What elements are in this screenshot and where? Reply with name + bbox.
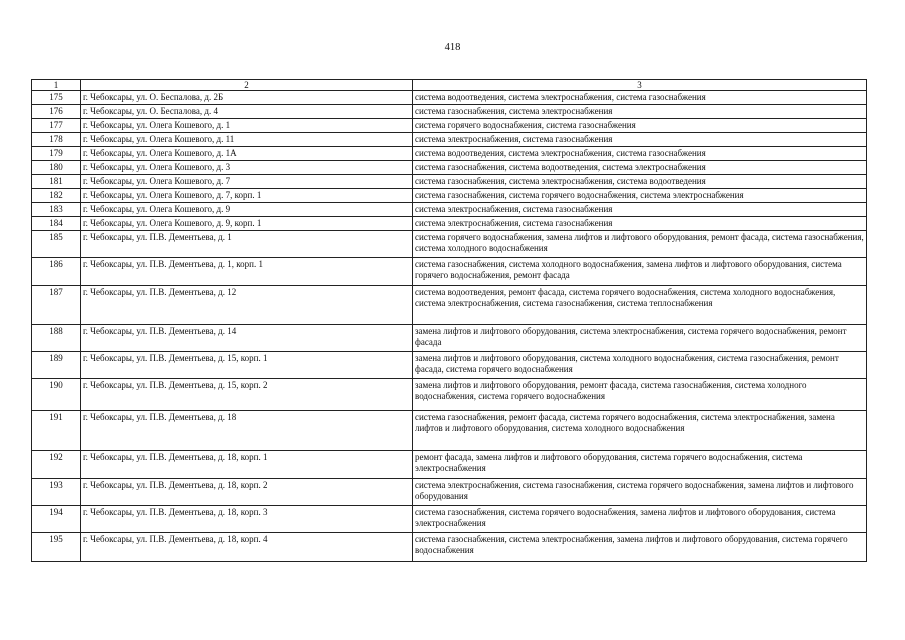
column-header-systems: 3 xyxy=(413,80,867,91)
address-cell: г. Чебоксары, ул. Олега Кошевого, д. 1 xyxy=(81,119,413,133)
table-row xyxy=(32,231,867,258)
address-cell: г. Чебоксары, ул. О. Беспалова, д. 4 xyxy=(81,105,413,119)
table-body xyxy=(32,91,867,562)
systems-cell: ремонт фасада, замена лифтов и лифтового оборудования, система горячего водоснабжения, система электроснабжения xyxy=(413,451,867,479)
table-row xyxy=(32,105,867,119)
address-cell: г. Чебоксары, ул. П.В. Дементьева, д. 15, корп. 1 xyxy=(81,352,413,379)
row-number-cell: 177 xyxy=(32,119,81,133)
row-number-cell: 190 xyxy=(32,379,81,411)
row-number-cell: 184 xyxy=(32,217,81,231)
address-cell: г. Чебоксары, ул. Олега Кошевого, д. 9 xyxy=(81,203,413,217)
table-row xyxy=(32,352,867,379)
address-cell: г. Чебоксары, ул. П.В. Дементьева, д. 12 xyxy=(81,286,413,325)
systems-cell: система электроснабжения, система газоснабжения, система горячего водоснабжения, замена лифтов и лифтового оборудования xyxy=(413,479,867,506)
table-row xyxy=(32,506,867,533)
table-row xyxy=(32,325,867,352)
row-number-cell: 186 xyxy=(32,258,81,286)
row-number-cell: 182 xyxy=(32,189,81,203)
systems-cell: система электроснабжения, система газоснабжения xyxy=(413,133,867,147)
address-cell: г. Чебоксары, ул. П.В. Дементьева, д. 15, корп. 2 xyxy=(81,379,413,411)
row-number-cell: 185 xyxy=(32,231,81,258)
table-row xyxy=(32,286,867,325)
address-cell: г. Чебоксары, ул. П.В. Дементьева, д. 14 xyxy=(81,325,413,352)
objects-table xyxy=(31,79,867,562)
table-header-row xyxy=(32,80,867,91)
table-row xyxy=(32,411,867,451)
address-cell: г. Чебоксары, ул. П.В. Дементьева, д. 1, корп. 1 xyxy=(81,258,413,286)
column-header-address: 2 xyxy=(81,80,413,91)
address-cell: г. Чебоксары, ул. П.В. Дементьева, д. 1 xyxy=(81,231,413,258)
systems-cell: система водоотведения, ремонт фасада, система горячего водоснабжения, система холодного водоснабжения, система электроснабжения, система газоснабжения, система теплоснабжения xyxy=(413,286,867,325)
table-row xyxy=(32,217,867,231)
address-cell: г. Чебоксары, ул. П.В. Дементьева, д. 18, корп. 4 xyxy=(81,533,413,562)
systems-cell: система газоснабжения, система холодного водоснабжения, замена лифтов и лифтового оборудования, система горячего водоснабжения, ремонт фасада xyxy=(413,258,867,286)
column-header-number: 1 xyxy=(32,80,81,91)
systems-cell: система электроснабжения, система газоснабжения xyxy=(413,203,867,217)
systems-cell: система газоснабжения, система электроснабжения, замена лифтов и лифтового оборудования, система горячего водоснабжения xyxy=(413,533,867,562)
row-number-cell: 194 xyxy=(32,506,81,533)
systems-cell: система газоснабжения, система электроснабжения xyxy=(413,105,867,119)
row-number-cell: 179 xyxy=(32,147,81,161)
address-cell: г. Чебоксары, ул. О. Беспалова, д. 2Б xyxy=(81,91,413,105)
row-number-cell: 181 xyxy=(32,175,81,189)
table-row xyxy=(32,119,867,133)
address-cell: г. Чебоксары, ул. Олега Кошевого, д. 11 xyxy=(81,133,413,147)
address-cell: г. Чебоксары, ул. Олега Кошевого, д. 7, корп. 1 xyxy=(81,189,413,203)
table-row xyxy=(32,161,867,175)
row-number-cell: 176 xyxy=(32,105,81,119)
row-number-cell: 178 xyxy=(32,133,81,147)
table-row xyxy=(32,189,867,203)
table-row xyxy=(32,203,867,217)
row-number-cell: 189 xyxy=(32,352,81,379)
address-cell: г. Чебоксары, ул. П.В. Дементьева, д. 18, корп. 3 xyxy=(81,506,413,533)
row-number-cell: 175 xyxy=(32,91,81,105)
systems-cell: замена лифтов и лифтового оборудования, система холодного водоснабжения, система газоснабжения, ремонт фасада, система горячего водоснабжения xyxy=(413,352,867,379)
address-cell: г. Чебоксары, ул. Олега Кошевого, д. 7 xyxy=(81,175,413,189)
address-cell: г. Чебоксары, ул. П.В. Дементьева, д. 18 xyxy=(81,411,413,451)
systems-cell: система газоснабжения, система горячего водоснабжения, система электроснабжения xyxy=(413,189,867,203)
address-cell: г. Чебоксары, ул. П.В. Дементьева, д. 18, корп. 1 xyxy=(81,451,413,479)
table-row xyxy=(32,451,867,479)
table-row xyxy=(32,258,867,286)
table-row xyxy=(32,379,867,411)
systems-cell: система горячего водоснабжения, замена лифтов и лифтового оборудования, ремонт фасада, система газоснабжения, система холодного водоснабжения xyxy=(413,231,867,258)
row-number-cell: 191 xyxy=(32,411,81,451)
address-cell: г. Чебоксары, ул. Олега Кошевого, д. 1А xyxy=(81,147,413,161)
table-row xyxy=(32,147,867,161)
systems-cell: система водоотведения, система электроснабжения, система газоснабжения xyxy=(413,147,867,161)
table-row xyxy=(32,91,867,105)
table-row xyxy=(32,479,867,506)
address-cell: г. Чебоксары, ул. П.В. Дементьева, д. 18, корп. 2 xyxy=(81,479,413,506)
table-row xyxy=(32,533,867,562)
systems-cell: система газоснабжения, система электроснабжения, система водоотведения xyxy=(413,175,867,189)
systems-cell: система газоснабжения, ремонт фасада, система горячего водоснабжения, система электроснабжения, замена лифтов и лифтового оборудования, система холодного водоснабжения xyxy=(413,411,867,451)
systems-cell: система газоснабжения, система горячего водоснабжения, замена лифтов и лифтового оборудования, система электроснабжения xyxy=(413,506,867,533)
row-number-cell: 183 xyxy=(32,203,81,217)
row-number-cell: 193 xyxy=(32,479,81,506)
systems-cell: система водоотведения, система электроснабжения, система газоснабжения xyxy=(413,91,867,105)
address-cell: г. Чебоксары, ул. Олега Кошевого, д. 3 xyxy=(81,161,413,175)
row-number-cell: 180 xyxy=(32,161,81,175)
row-number-cell: 188 xyxy=(32,325,81,352)
systems-cell: система горячего водоснабжения, система газоснабжения xyxy=(413,119,867,133)
table-row xyxy=(32,175,867,189)
row-number-cell: 187 xyxy=(32,286,81,325)
row-number-cell: 192 xyxy=(32,451,81,479)
systems-cell: система электроснабжения, система газоснабжения xyxy=(413,217,867,231)
table-row xyxy=(32,133,867,147)
row-number-cell: 195 xyxy=(32,533,81,562)
page-number: 418 xyxy=(444,42,461,53)
address-cell: г. Чебоксары, ул. Олега Кошевого, д. 9, корп. 1 xyxy=(81,217,413,231)
systems-cell: замена лифтов и лифтового оборудования, система электроснабжения, система горячего водоснабжения, ремонт фасада xyxy=(413,325,867,352)
systems-cell: система газоснабжения, система водоотведения, система электроснабжения xyxy=(413,161,867,175)
systems-cell: замена лифтов и лифтового оборудования, ремонт фасада, система газоснабжения, система холодного водоснабжения, система горячего водоснабжения xyxy=(413,379,867,411)
